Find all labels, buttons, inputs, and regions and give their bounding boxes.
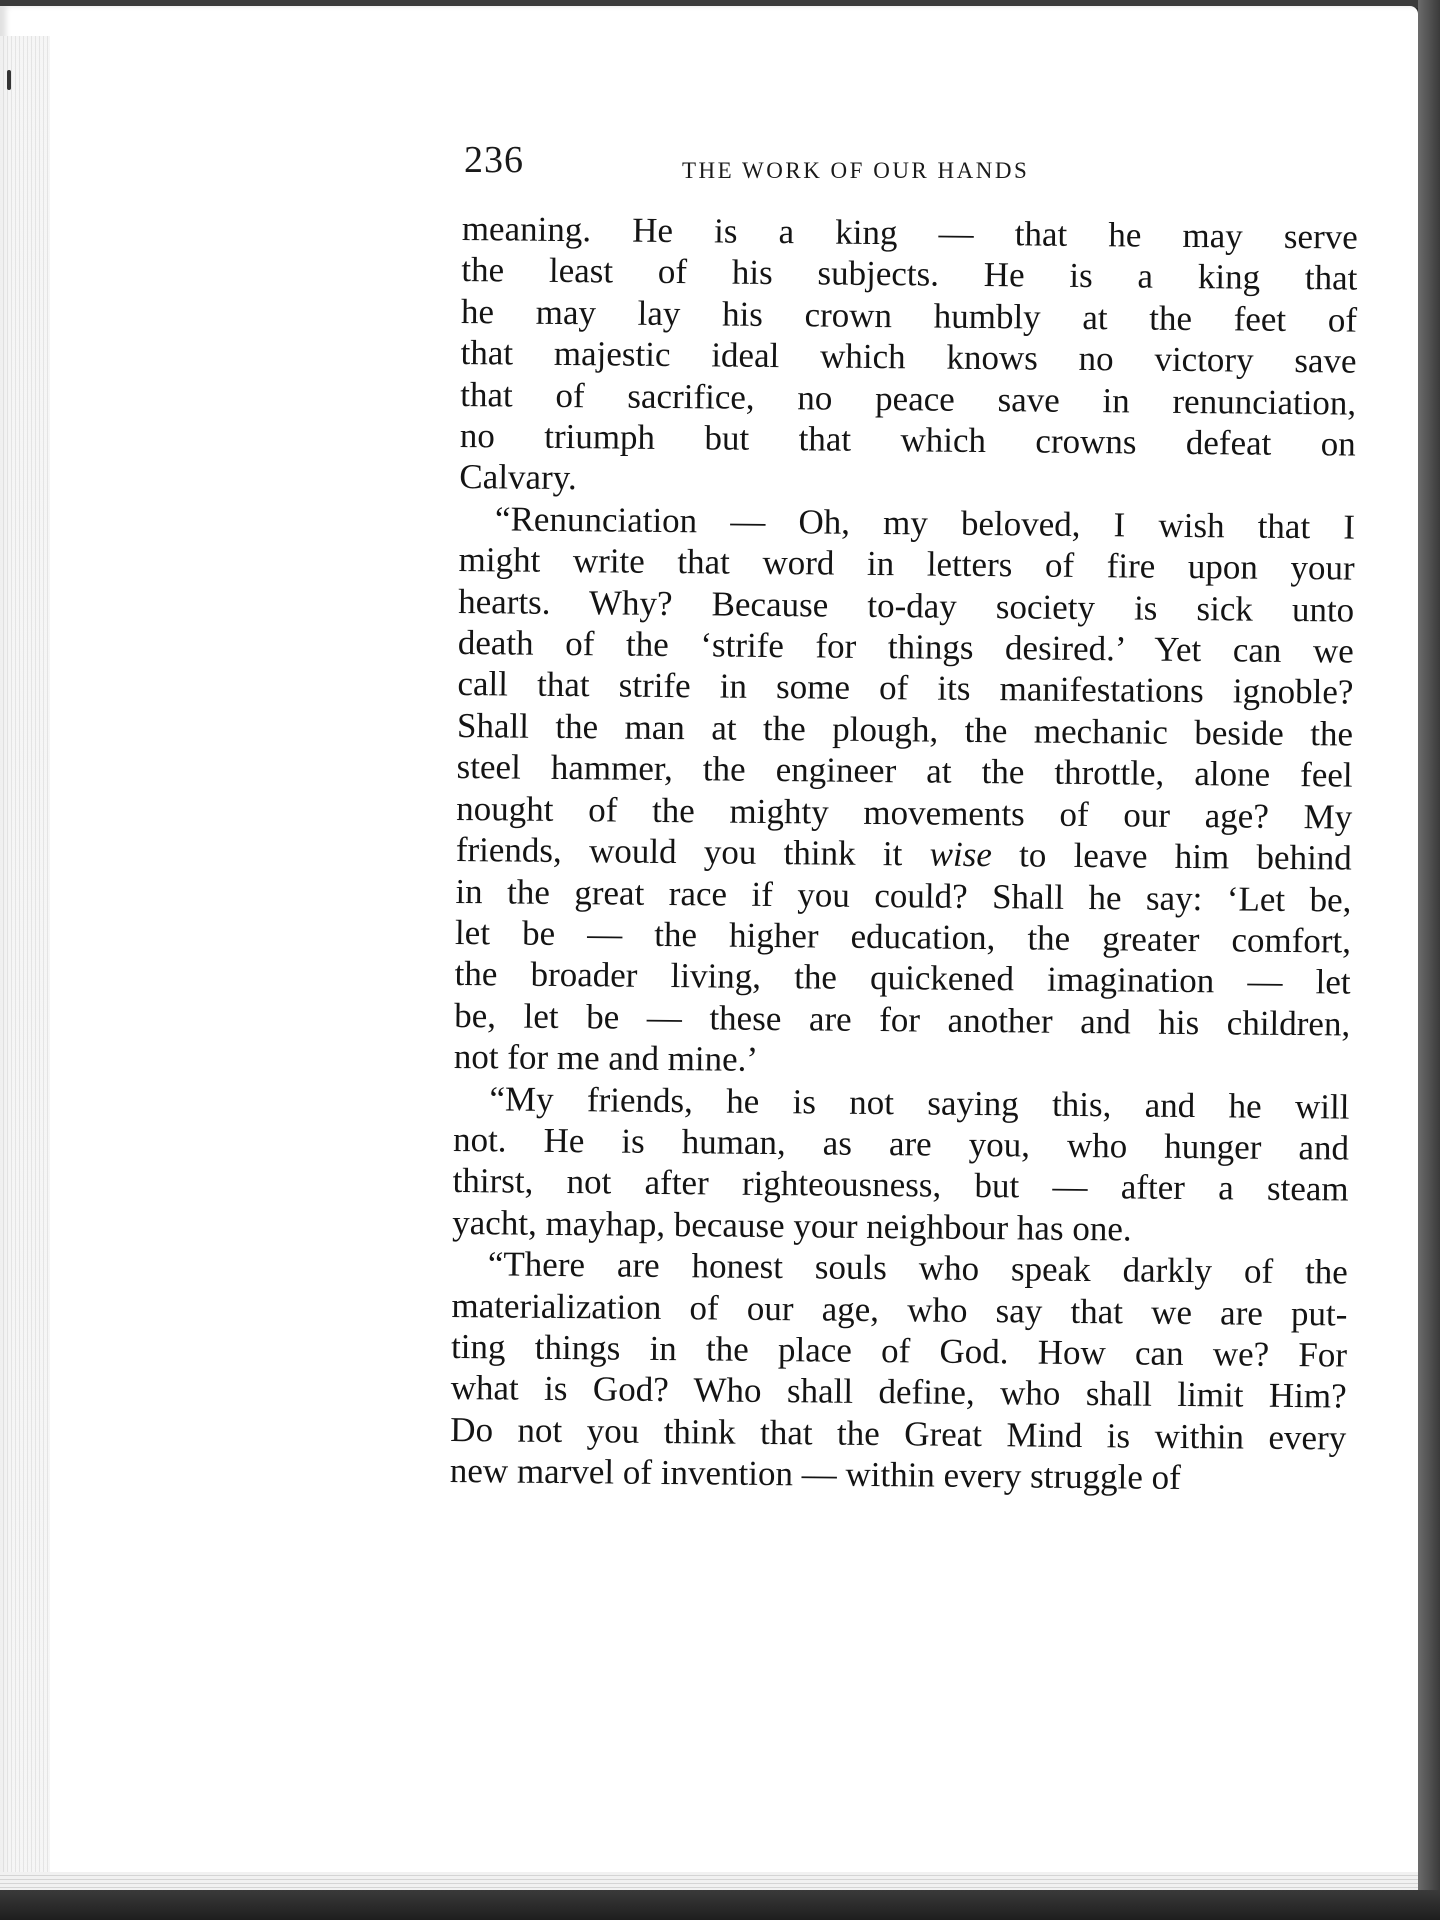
text-line: death of the ‘strife for things desired.’ Yet can we [457,623,1354,671]
text-line: might write that word in letters of fire upon your [458,540,1355,588]
italic-word: wise [929,834,993,875]
text-line: that of sacrifice, no peace save in renunciation, [460,374,1357,423]
text-line: friends, would you think it wise to leave him behind [455,830,1352,878]
book-cover-right-edge [1418,0,1440,1920]
text-line: meaning. He is a king — that he may serve [461,208,1358,257]
text-line: nought of the mighty movements of our age? My [456,788,1353,837]
edge-mark [7,70,11,90]
text-line: “There are honest souls who speak darkly of the [487,1244,1349,1292]
text-line: no triumph but that which crowns defeat on [459,416,1356,464]
text-line: “My friends, he is not saying this, and he will [489,1078,1350,1127]
text-line: be, let be — these are for another and his children, [454,995,1351,1044]
page-edges-left [0,36,50,1896]
text-line: in the great race if you could? Shall he say: ‘Let be, [455,871,1352,920]
text-line: the least of his subjects. He is a king that [461,250,1358,299]
text-line: not for me and mine.’ [453,1037,759,1080]
text-line: thirst, not after righteousness, but — after a steam [452,1161,1349,1209]
paragraph [454,498,1356,1086]
text-line: ting things in the place of God. How can we? For [450,1326,1348,1375]
text-line: what is God? Who shall define, who shall limit Him? [450,1368,1347,1416]
text-line: that majestic ideal which knows no victory save [460,333,1357,381]
text-line: call that strife in some of its manifestations ignoble? [457,664,1354,713]
body-text [450,208,1358,1500]
text-line: yacht, mayhap, because your neighbour has one. [452,1202,1132,1249]
text-line: Calvary. [459,457,577,498]
text-line: Do not you think that the Great Mind is within every [450,1409,1347,1458]
paragraph [450,1243,1348,1500]
text-line: Shall the man at the plough, the mechanic beside the [456,705,1354,754]
text-line: new marvel of invention — within every struggle of [449,1451,1181,1498]
text-line: “Renunciation — Oh, my beloved, I wish that I [494,499,1356,547]
text-line: steel hammer, the engineer at the throttle, alone feel [456,747,1353,795]
running-head [464,138,1364,188]
page-number: 236 [464,139,524,181]
text-line: materialization of our age, who say that we are put- [451,1285,1348,1334]
text-line: he may lay his crown humbly at the feet of [460,291,1358,340]
paragraph [459,208,1358,506]
text-line: the broader living, the quickened imagination — let [454,954,1351,1002]
paragraph [452,1077,1350,1251]
book-cover-bottom-edge [0,1890,1440,1920]
text-line: hearts. Why? Because to-day society is sick unto [458,581,1355,630]
running-title: THE WORK OF OUR HANDS [682,158,1030,183]
text-line: not. He is human, as are you, who hunger and [452,1119,1350,1168]
text-line: let be — the higher education, the greater comfort, [454,912,1352,961]
